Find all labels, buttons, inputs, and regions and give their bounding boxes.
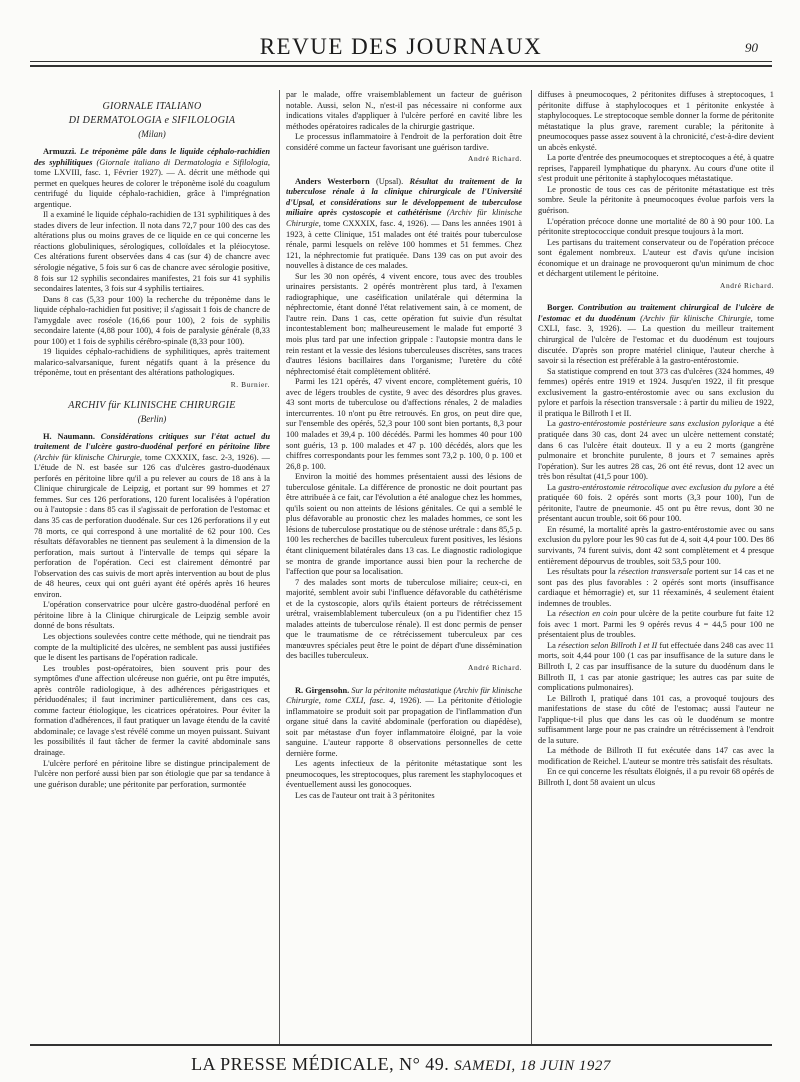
article-abstract [538, 303, 774, 366]
article-title: Sur la péritonite métastatique [351, 685, 452, 695]
article-columns [34, 90, 774, 1040]
paragraph [538, 419, 774, 482]
journal-section-title: GIORNALE ITALIANO [102, 101, 202, 112]
issue-date: SAMEDI, 18 JUIN 1927 [454, 1058, 611, 1074]
procedure-name: résection transversale [618, 567, 693, 577]
reviewer-signature: André Richard. [468, 154, 522, 164]
text-run: La [547, 419, 556, 429]
paragraph: Dans 8 cas (5,33 pour 100) la recherche du tréponème dans le liquide céphalo-rachidien fut positive; il s'agissait 1 fois de chancre de l'amygdale avec roséole (16,66 pour 100), 2 fois de syphilis secondaire latente (4,88 pour 100), 4 fois de paralysie générale (8,33 pour 100) et 1 fois de syphilis cérébro-spinale (8,33 pour 100). [34, 294, 270, 346]
paragraph: Le pronostic de tous ces cas de péritonite métastatique est très sombre. Seule la péritonite à pneumocoques évolue parfois vers la guérison. [538, 184, 774, 216]
article-text: tome CXXXIX, fasc. 4, 1926). — Dans les années 1901 à 1923, à cette Clinique, 151 malades ont été traités pour tuberculose rénale, parmi lesquels on relève 100 hommes et 51 femmes. Chez 121, la néphrectomie fut pratiquée. Dans 139 cas on put avoir des nouvelles à distance de ces malades. [286, 219, 522, 271]
page-footer [30, 1044, 772, 1076]
article-text: tome CXLI, fasc. 3, 1926). — La question du meilleur traitement chirurgical de l'ulcère de l'estomac et du duodénum est toujours discutée. D'après son propre matériel clinique, l'auteur cherche à savoir si la résection est préférable à la gastro-entérostomie. [538, 313, 774, 366]
article-text: 1926). — La péritonite d'étiologie inflammatoire se produit soit par propagation de l'inflammation d'un organe situé dans la cavité abdominale (perforation ou diapédèse), soit par métastase d'un foyer inflammatoire éloigné, par la voie sanguine. L'auteur rapporte 8 observations personnelles de cette dernière forme. [286, 696, 522, 758]
journal-section-title-line2: DI DERMATOLOGIA e SIFILOLOGIA [68, 115, 236, 126]
article-reference: (Archiv für klinische Chirurgie, [286, 208, 522, 229]
paragraph: Les partisans du traitement conservateur ou de l'opération précoce sont également nombreux. L'auteur est d'avis qu'une incision économique et un drainage ne provoqueront qu'un minimum de choc et déchargent utilement le péritoine. [538, 237, 774, 279]
article-text: tome CXXXIX, fasc. 2-3, 1926). — L'étude de N. est basée sur 126 cas d'ulcères gastro-duodénaux perforés en péritoine libre qu'il a pu relever au cours de 18 ans à la Clinique chirurgicale de Leipzig, et portant sur 99 hommes et 27 femmes. Sur ces 126 perforations, 120 furent localisées à l'opération ou à l'autopsie : dans 85 cas il s'agissait de perforation de l'estomac et dans 35 cas de perforation duodénale. Sur ces 126 perforations il y eut 78 morts, ce qui correspond à une mortalité de 62 pour 100. Ces résultats défavorables ne tiennent pas seulement à la dimension de la perforation, mais surtout à l'intervalle de temps qui sépare la perforation de l'opération. Ceci est clairement démontré par l'observation des cas suivis de mort après intervention au bout de plus de 48 heures, ceux qui ont guéri ayant été opérés après 16 heures environ. [34, 452, 270, 599]
article-abstract [34, 147, 270, 210]
paragraph [538, 609, 774, 641]
column-1 [34, 90, 270, 1040]
paragraph: 19 liquides céphalo-rachidiens de syphilitiques, après traitement malarico-salvarsanique, furent négatifs quant à la présence du tréponème, tout en présentant des altérations pathologiques. [34, 347, 270, 378]
footer-line [30, 1054, 772, 1075]
page-header [30, 30, 772, 66]
article-reference: (Giornale italiano di Dermatologia e Sifilologia, [96, 157, 270, 167]
paragraph: Il a examiné le liquide céphalo-rachidien de 131 syphilitiques à des stades divers de leur infection. Il nota dans 72,7 pour 100 des cas des altérations plus ou moins graves de ce liquide en ce qui concerne les réactions globuliniques, sérologiques, colloïdales et la pléiocytose. Ces altérations furent observées dans 4 cas (sur 4) de chancre avec sérologie négative, 5 fois sur 6 cas de chancre avec sérologie positive, 8 fois sur 12 syphilis secondaires manifestes, 21 fois sur 41 syphilis secondaires latentes, 3 fois sur 4 syphilis tertiaires. [34, 210, 270, 294]
article-reference: (Archiv für klinische Chirurgie, [640, 313, 753, 323]
article-abstract [286, 686, 522, 760]
text-run: La [547, 609, 556, 619]
article-title: Résultat du traitement de la tuberculose rénale à la clinique chirurgicale de l'Université d'Upsal, et considérations sur le développement de tuberculose miliaire après cystoscopie et cathétérisme [286, 176, 522, 218]
paragraph: Sa statistique comprend en tout 373 cas d'ulcères (324 hommes, 49 femmes) opérés entre 1919 et 1924. Jusqu'en 1922, il fit presque exclusivement la gastro-entérostomie avec ou sans exclusion du pylore et parfois la résection transversale : à partir du milieu de 1922, il pratiqua le Billroth I et II. [538, 366, 774, 418]
header-rule [30, 61, 772, 62]
paragraph [538, 641, 774, 694]
paragraph: Les agents infectieux de la péritonite métastatique sont les pneumocoques, les streptocoques, plus rarement les staphylocoques et éventuellement aussi les gonocoques. [286, 759, 522, 790]
procedure-name: gastro-entérostomie rétrocolique avec exclusion du pylore [558, 482, 756, 492]
paragraph: Le processus inflammatoire à l'endroit de la perforation doit être considéré comme un facteur favorisant une guérison tardive. [286, 132, 522, 152]
article-title: Considérations critiques sur l'état actuel du traitement de l'ulcère gastro-duodénal perforé en péritoine libre [34, 431, 270, 452]
article-author: Armuzzi. [43, 147, 77, 156]
reviewer-signature: André Richard. [468, 662, 522, 672]
paragraph: La méthode de Billroth II fut exécutée dans 147 cas avec la modification de Reichel. L'auteur se montre très satisfait des résultats. [538, 746, 774, 766]
paragraph: En ce qui concerne les résultats éloignés, il a pu revoir 68 opérés de Billroth I, dont 58 avaient un ulcus [538, 767, 774, 787]
paragraph: Le Billroth I, pratiqué dans 101 cas, a provoqué toujours des manifestations de stase du côté de l'estomac; aussi l'auteur ne l'applique-t-il plus que dans les cas où le duodénum se montre suffisamment large pour ne pas craindre un rétrécissement à l'endroit de la suture. [538, 693, 774, 745]
journal-city: (Milan) [138, 129, 166, 139]
article-author: Borger. [547, 303, 574, 313]
paragraph: La porte d'entrée des pneumocoques et streptocoques a été, à quatre reprises, l'appareil lymphatique du pharynx. Au cours d'une otite il s'est produit une péritonite à staphylocoques métastatique. [538, 153, 774, 184]
paragraph: Environ la moitié des hommes présentaient aussi des lésions de tuberculose génitale. La différence de pronostic ne doit pourtant pas être attribuée à ce fait, car l'évolution a été analogue chez les hommes, qu'ils soient ou non atteints de lésions génitales. Ce qui a semblé le plus défavorable au pronostic chez les malades hommes, ce sont les lésions de tuberculose prostatique ou de sténose urétrale : dans 85,5 p. 100 les recherches de bacilles tuberculeux furent positives, les lésions étant cliniquement bilatérales dans 13 cas. Le diagnostic radiologique se montra de grande importance aussi bien pour la recherche de l'affection que pour sa localisation. [286, 472, 522, 577]
text-run: La [547, 482, 556, 492]
procedure-name: résection en coin [558, 609, 618, 619]
column-2 [286, 90, 522, 1040]
article-reference: (Archiv für klinische Chirurgie, tome CXLI, fasc. 4, [286, 685, 522, 706]
page-number: 90 [745, 40, 758, 55]
paragraph: L'opération conservatrice pour ulcère gastro-duodénal perforé en péritoine libre à la Clinique chirurgicale de Leipzig semble avoir donné de bons résultats. [34, 600, 270, 631]
paragraph: L'ulcère perforé en péritoine libre se distingue principalement de l'ulcère non perforé aussi bien par son étiologie que par sa tendance à une guérison durable; une péritonite par perforation, surmontée [34, 758, 270, 789]
text-run: pour ulcère de la petite courbure fut faite 12 fois avec 1 mort. Parmi les 9 opérés revus 4 = 44,5 pour 100 ne présentaient plus de troubles. [538, 609, 774, 640]
paragraph [538, 567, 774, 609]
paragraph: Les cas de l'auteur ont trait à 3 péritonites [295, 791, 435, 800]
article-place: (Upsal). [375, 176, 404, 186]
article-abstract [34, 432, 270, 601]
text-run: Les résultats pour la [547, 567, 616, 577]
text-run: a été pratiquée 60 fois. 2 opérés sont morts (3,3 pour 100), l'un de péritonite, l'autre de pneumonie. 45 ont pu être revus, dont 30 ne présentant aucun trouble, soit 66 pour 100. [538, 482, 774, 524]
column-divider [531, 90, 532, 1045]
article-title: Contribution au traitement chirurgical de l'ulcère de l'estomac et du duodénum [538, 303, 774, 323]
text-run: fut effectuée dans 248 cas avec 11 morts, soit 4,44 pour 100 (1 cas par insuffisance de la suture dans le Billroth I, 2 cas par insuffisance de la suture du duodénum dans le Billroth II, 1 cas par atonie gastrique; les autres cas par suite de complications pulmonaires). [538, 640, 774, 693]
procedure-name: gastro-entérostomie postérieure sans exclusion pylorique [558, 419, 755, 429]
paragraph: Les objections soulevées contre cette méthode, qui ne tiendrait pas compte de la multiplicité des ulcères, ne semblent pas aussi justifiées que le disent les partisans de l'opération radicale. [34, 631, 270, 663]
column-3 [538, 90, 774, 1040]
column-divider [279, 90, 280, 1045]
running-title: REVUE DES JOURNAUX [259, 34, 543, 59]
journal-city: (Berlin) [137, 413, 167, 424]
paragraph: En résumé, la mortalité après la gastro-entérostomie avec ou sans exclusion du pylore pour les 90 cas fut de 4, soit 4,4 pour 100. Des 86 survivants, 74 furent suivis, dont 42 sont complètement et 4 presque entièrement dépourvus de troubles, soit 53,5 pour 100. [538, 524, 774, 566]
paragraph: Parmi les 121 opérés, 47 vivent encore, complètement guéris, 10 avec de légers troubles de cystite, 9 avec des désordres plus graves. 43 sont morts de tuberculose ou d'affections rénales, 2 de maladies intercurrentes. 10 n'ont pu être retrouvés. En gros, on peut dire que, sur l'ensemble des opérés, 52,3 pour 100 sont bien portants, 8,3 pour 100 malades et 39,4 p. 100 décédés. Parmi les hommes 40 pour 100 sont guéris, 13 p. 100 malades et 47 p. 100 décédés, alors que les chiffres correspondants pour les femmes sont 73,2 p. 100, 0 p. 100 et 26,8 p. 100. [286, 377, 522, 471]
article-title: Le tréponème pâle dans le liquide céphalo-rachidien des syphilitiques [34, 147, 270, 167]
paragraph: Les troubles post-opératoires, bien souvent pris pour des symptômes d'une affection ulcéreuse non guérie, ont pu être imputés, après contrôle radiologique, à des adhérences périgastriques et périduodénales; il faut incriminer particulièrement, dans ces cas, comme facteur étiologique, les cicatrices opératoires. Pour éviter la formation d'adhérences, il faut pratiquer un lavage étendu de la cavité abdominale; ce lavage s'est révélé comme un moyen puissant. Suivant les possibilités il faut tâcher de fermer la cavité abdominale sans drainage. [34, 663, 270, 757]
paragraph [538, 483, 774, 525]
text-run: La [547, 640, 556, 650]
article-author: Anders Westerborn [295, 176, 370, 186]
paragraph: 7 des malades sont morts de tuberculose miliaire; ceux-ci, en majorité, semblent avoir subi l'influence défavorable du cathétérisme et de la cystoscopie, alors qu'ils étaient porteurs de rétrécissement urétral, vraisemblablement tuberculeux (on a pu l'identifier chez 15 malades atteints de tuberculose rénale). Il est donc permis de penser que le traumatisme de ce rétrécissement tuberculeux par ces manœuvres spéciales peut être le point de départ d'une dissémination des bacilles tuberculeux. [286, 577, 522, 661]
procedure-name: résection selon Billroth I et II [557, 640, 658, 650]
paragraph: par le malade, offre vraisemblablement un facteur de guérison notable. Aussi, selon N., n'est-il pas nécessaire ni conforme aux indications vitales d'appliquer à l'ulcère perforé en cavité libre les méthodes opératoires radicales de la chirurgie gastrique. [286, 90, 522, 131]
footer-rule [30, 1044, 772, 1046]
journal-section-title: ARCHIV für KLINISCHE CHIRURGIE [68, 399, 236, 411]
article-author: H. Naumann. [43, 431, 95, 441]
article-text: tome LXVIII, fasc. 1, Février 1927). — A. décrit une méthode qui permet en quelques heures de colorer le tréponème isolé du coagulum centrifugé du liquide céphalo-rachidien, grâce à l'imprégnation argentique. [34, 168, 270, 209]
article-author: R. Girgensohn. [295, 685, 350, 695]
paragraph: Sur les 30 non opérés, 4 vivent encore, tous avec des troubles urinaires persistants. 2 opérés montrèrent plus tard, à l'examen radiographique, une caséification unilatérale qui détermina la néphrectomie, étant donné l'état relativement sain, à ce moment, de l'autre rein. Dans 1 cas, cette opération fut suivie d'un résultat incontestablement bon; malheureusement le malade fut emporté 3 mois plus tard par une infection grippale : l'autopsie montra dans le rein restant et la vessie des lésions tuberculeuses discrètes, sans traces d'autres lésions bacillaires dans l'organisme; l'uretère du côté néphrectomisé était complètement oblitéré. [286, 271, 522, 376]
article-abstract [286, 177, 522, 272]
text-run: portent sur 14 cas et ne sont pas des plus favorables : 2 opérés sont morts (insuffisance cardiaque et hémorragie) et, sur 11 réexaminés, 4 seulement étaient indemnes de troubles. [538, 567, 774, 608]
journal-name: LA PRESSE MÉDICALE, N° 49. [191, 1054, 450, 1074]
paragraph: L'opération précoce donne une mortalité de 80 à 90 pour 100. La péritonite streptococcique conduit presque toujours à la mort. [538, 216, 774, 237]
header-rule-thick [30, 65, 772, 67]
reviewer-signature: R. Burnier. [230, 380, 270, 390]
text-run: a été pratiquée dans 30 cas, dont 24 avec un ulcère nettement constaté; dans 6 cas l'ulcère était douteux. Il y a eu 2 morts (gangrène pulmonaire et bronchite purulente, 8 jours et 7 semaines après l'opération). Sur les autres 28 cas, 26 ont été revus, dont 12 avec un très bon résultat (41,5 pour 100). [538, 419, 774, 482]
paragraph: diffuses à pneumocoques, 2 péritonites diffuses à streptocoques, 1 péritonite diffuse à staphylocoques et 1 péritonite enkystée à staphylocoques. Le streptocoque semble donner la forme de péritonite métastatique la plus grave, rarement curable; la péritonite à pneumocoques passe assez souvent à la chronicité, c'est-à-dire devient un abcès enkysté. [538, 90, 774, 152]
reviewer-signature: André Richard. [720, 280, 774, 290]
article-reference: (Archiv für klinische Chirurgie, [34, 452, 143, 462]
